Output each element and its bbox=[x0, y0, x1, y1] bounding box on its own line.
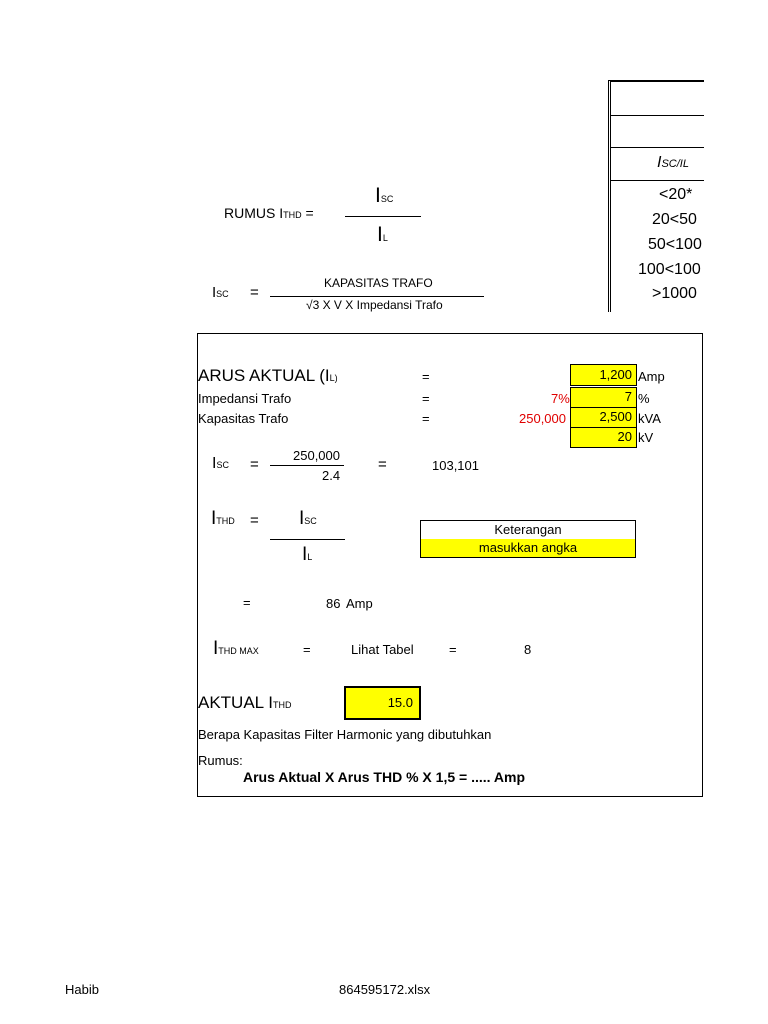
aktual-ithd-cell[interactable]: 15.0 bbox=[344, 686, 421, 720]
footer-author: Habib bbox=[65, 982, 99, 997]
voltage-unit: kV bbox=[638, 430, 654, 445]
footer-filename: 864595172.xlsx bbox=[339, 982, 431, 997]
impedansi-label: Impedansi Trafo bbox=[198, 391, 292, 406]
ithd-calc-numerator bbox=[299, 509, 317, 528]
table-header bbox=[657, 154, 689, 172]
kapasitas-red-value: 250,000 bbox=[519, 411, 566, 426]
i-letter: I bbox=[212, 284, 217, 301]
thd-subscript: THD bbox=[283, 210, 302, 220]
table-rule bbox=[611, 115, 704, 116]
fraction-line bbox=[270, 296, 484, 297]
equals-sign: = bbox=[305, 205, 314, 221]
i-letter: I bbox=[213, 638, 219, 659]
ithd-calc-equals: = bbox=[250, 512, 259, 529]
isc-calc-denominator: 2.4 bbox=[322, 468, 341, 483]
arus-aktual-cell[interactable]: 1,200 bbox=[570, 364, 637, 386]
i-letter: I bbox=[302, 544, 308, 565]
arus-equals: = bbox=[422, 369, 430, 384]
arus-aktual-text: ARUS AKTUAL (I bbox=[198, 366, 330, 385]
ithd-max-equals: = bbox=[303, 642, 311, 657]
sc-subscript: SC bbox=[216, 289, 229, 299]
sc-subscript: SC bbox=[380, 194, 394, 204]
aktual-text: AKTUAL I bbox=[198, 693, 273, 712]
aktual-ithd-label bbox=[198, 694, 291, 711]
voltage-cell[interactable]: 20 bbox=[570, 427, 637, 448]
keterangan-header: Keterangan bbox=[420, 520, 636, 540]
keterangan-value[interactable]: masukkan angka bbox=[420, 539, 636, 558]
formula-il-denominator bbox=[377, 224, 388, 245]
arus-aktual-label bbox=[198, 367, 338, 384]
isc-calc-label bbox=[212, 456, 229, 472]
i-letter: I bbox=[299, 508, 305, 529]
fraction-line bbox=[345, 216, 421, 217]
ithd-max-equals-2: = bbox=[449, 642, 457, 657]
isc-calc-result-equals: = bbox=[378, 456, 387, 473]
table-row: 100<100 bbox=[638, 261, 701, 278]
table-row: 20<50 bbox=[652, 211, 697, 228]
filter-question: Berapa Kapasitas Filter Harmonic yang dibutuhkan bbox=[198, 727, 492, 742]
l-subscript: L) bbox=[329, 373, 338, 383]
ithd-result-value: 86 bbox=[326, 596, 341, 611]
rumus-ithd-label bbox=[224, 206, 314, 220]
isc-calc-result: 103,101 bbox=[432, 458, 479, 473]
impedansi-unit: % bbox=[638, 391, 650, 406]
reference-table bbox=[608, 80, 704, 312]
header-i: I bbox=[657, 154, 662, 171]
i-letter: I bbox=[375, 184, 381, 207]
table-rule bbox=[611, 180, 704, 181]
rumus-label: Rumus: bbox=[198, 753, 243, 768]
fraction-line bbox=[270, 539, 345, 540]
kapasitas-unit: kVA bbox=[638, 411, 661, 426]
table-row: <20* bbox=[659, 186, 693, 203]
lihat-tabel: Lihat Tabel bbox=[351, 642, 414, 657]
isc-calc-numerator: 250,000 bbox=[293, 448, 340, 463]
sc-subscript: SC bbox=[304, 516, 317, 526]
l-subscript: L bbox=[307, 552, 313, 562]
isc-formula-denominator: √3 X V X Impedansi Trafo bbox=[306, 298, 443, 312]
impedansi-cell[interactable]: 7 bbox=[570, 387, 637, 408]
arus-unit: Amp bbox=[638, 369, 665, 384]
formula-isc-numerator bbox=[375, 185, 393, 206]
kapasitas-cell[interactable]: 2,500 bbox=[570, 407, 637, 428]
ithd-calc-denominator bbox=[302, 545, 312, 564]
isc-formula-equals: = bbox=[250, 284, 259, 301]
thd-subscript: THD bbox=[272, 700, 292, 710]
l-subscript: L bbox=[382, 233, 388, 243]
impedansi-red-value: 7% bbox=[551, 391, 570, 406]
ithd-max-value: 8 bbox=[524, 642, 532, 657]
thd-max-subscript: THD MAX bbox=[218, 646, 259, 656]
ithd-max-label bbox=[213, 639, 259, 658]
i-letter: I bbox=[377, 223, 383, 246]
thd-subscript: THD bbox=[216, 516, 235, 526]
ithd-result-equals: = bbox=[243, 595, 251, 610]
ithd-result-unit: Amp bbox=[346, 596, 373, 611]
header-sc: SC/I bbox=[661, 158, 683, 170]
impedansi-equals: = bbox=[422, 391, 430, 406]
table-rule bbox=[611, 147, 704, 148]
fraction-line bbox=[270, 465, 344, 466]
i-letter: I bbox=[212, 455, 217, 472]
isc-formula-label bbox=[212, 285, 229, 300]
isc-formula-numerator: KAPASITAS TRAFO bbox=[324, 276, 433, 290]
rumus-formula: Arus Aktual X Arus THD % X 1,5 = ..... Amp bbox=[243, 769, 526, 785]
isc-calc-equals: = bbox=[250, 456, 259, 473]
rumus-text: RUMUS I bbox=[224, 205, 284, 221]
header-l: L bbox=[682, 158, 689, 170]
table-row: >1000 bbox=[652, 285, 697, 302]
table-row: 50<100 bbox=[648, 236, 702, 253]
sc-subscript: SC bbox=[216, 460, 229, 470]
i-letter: I bbox=[211, 508, 217, 529]
kapasitas-equals: = bbox=[422, 411, 430, 426]
kapasitas-label: Kapasitas Trafo bbox=[198, 411, 289, 426]
ithd-calc-label bbox=[211, 509, 235, 528]
